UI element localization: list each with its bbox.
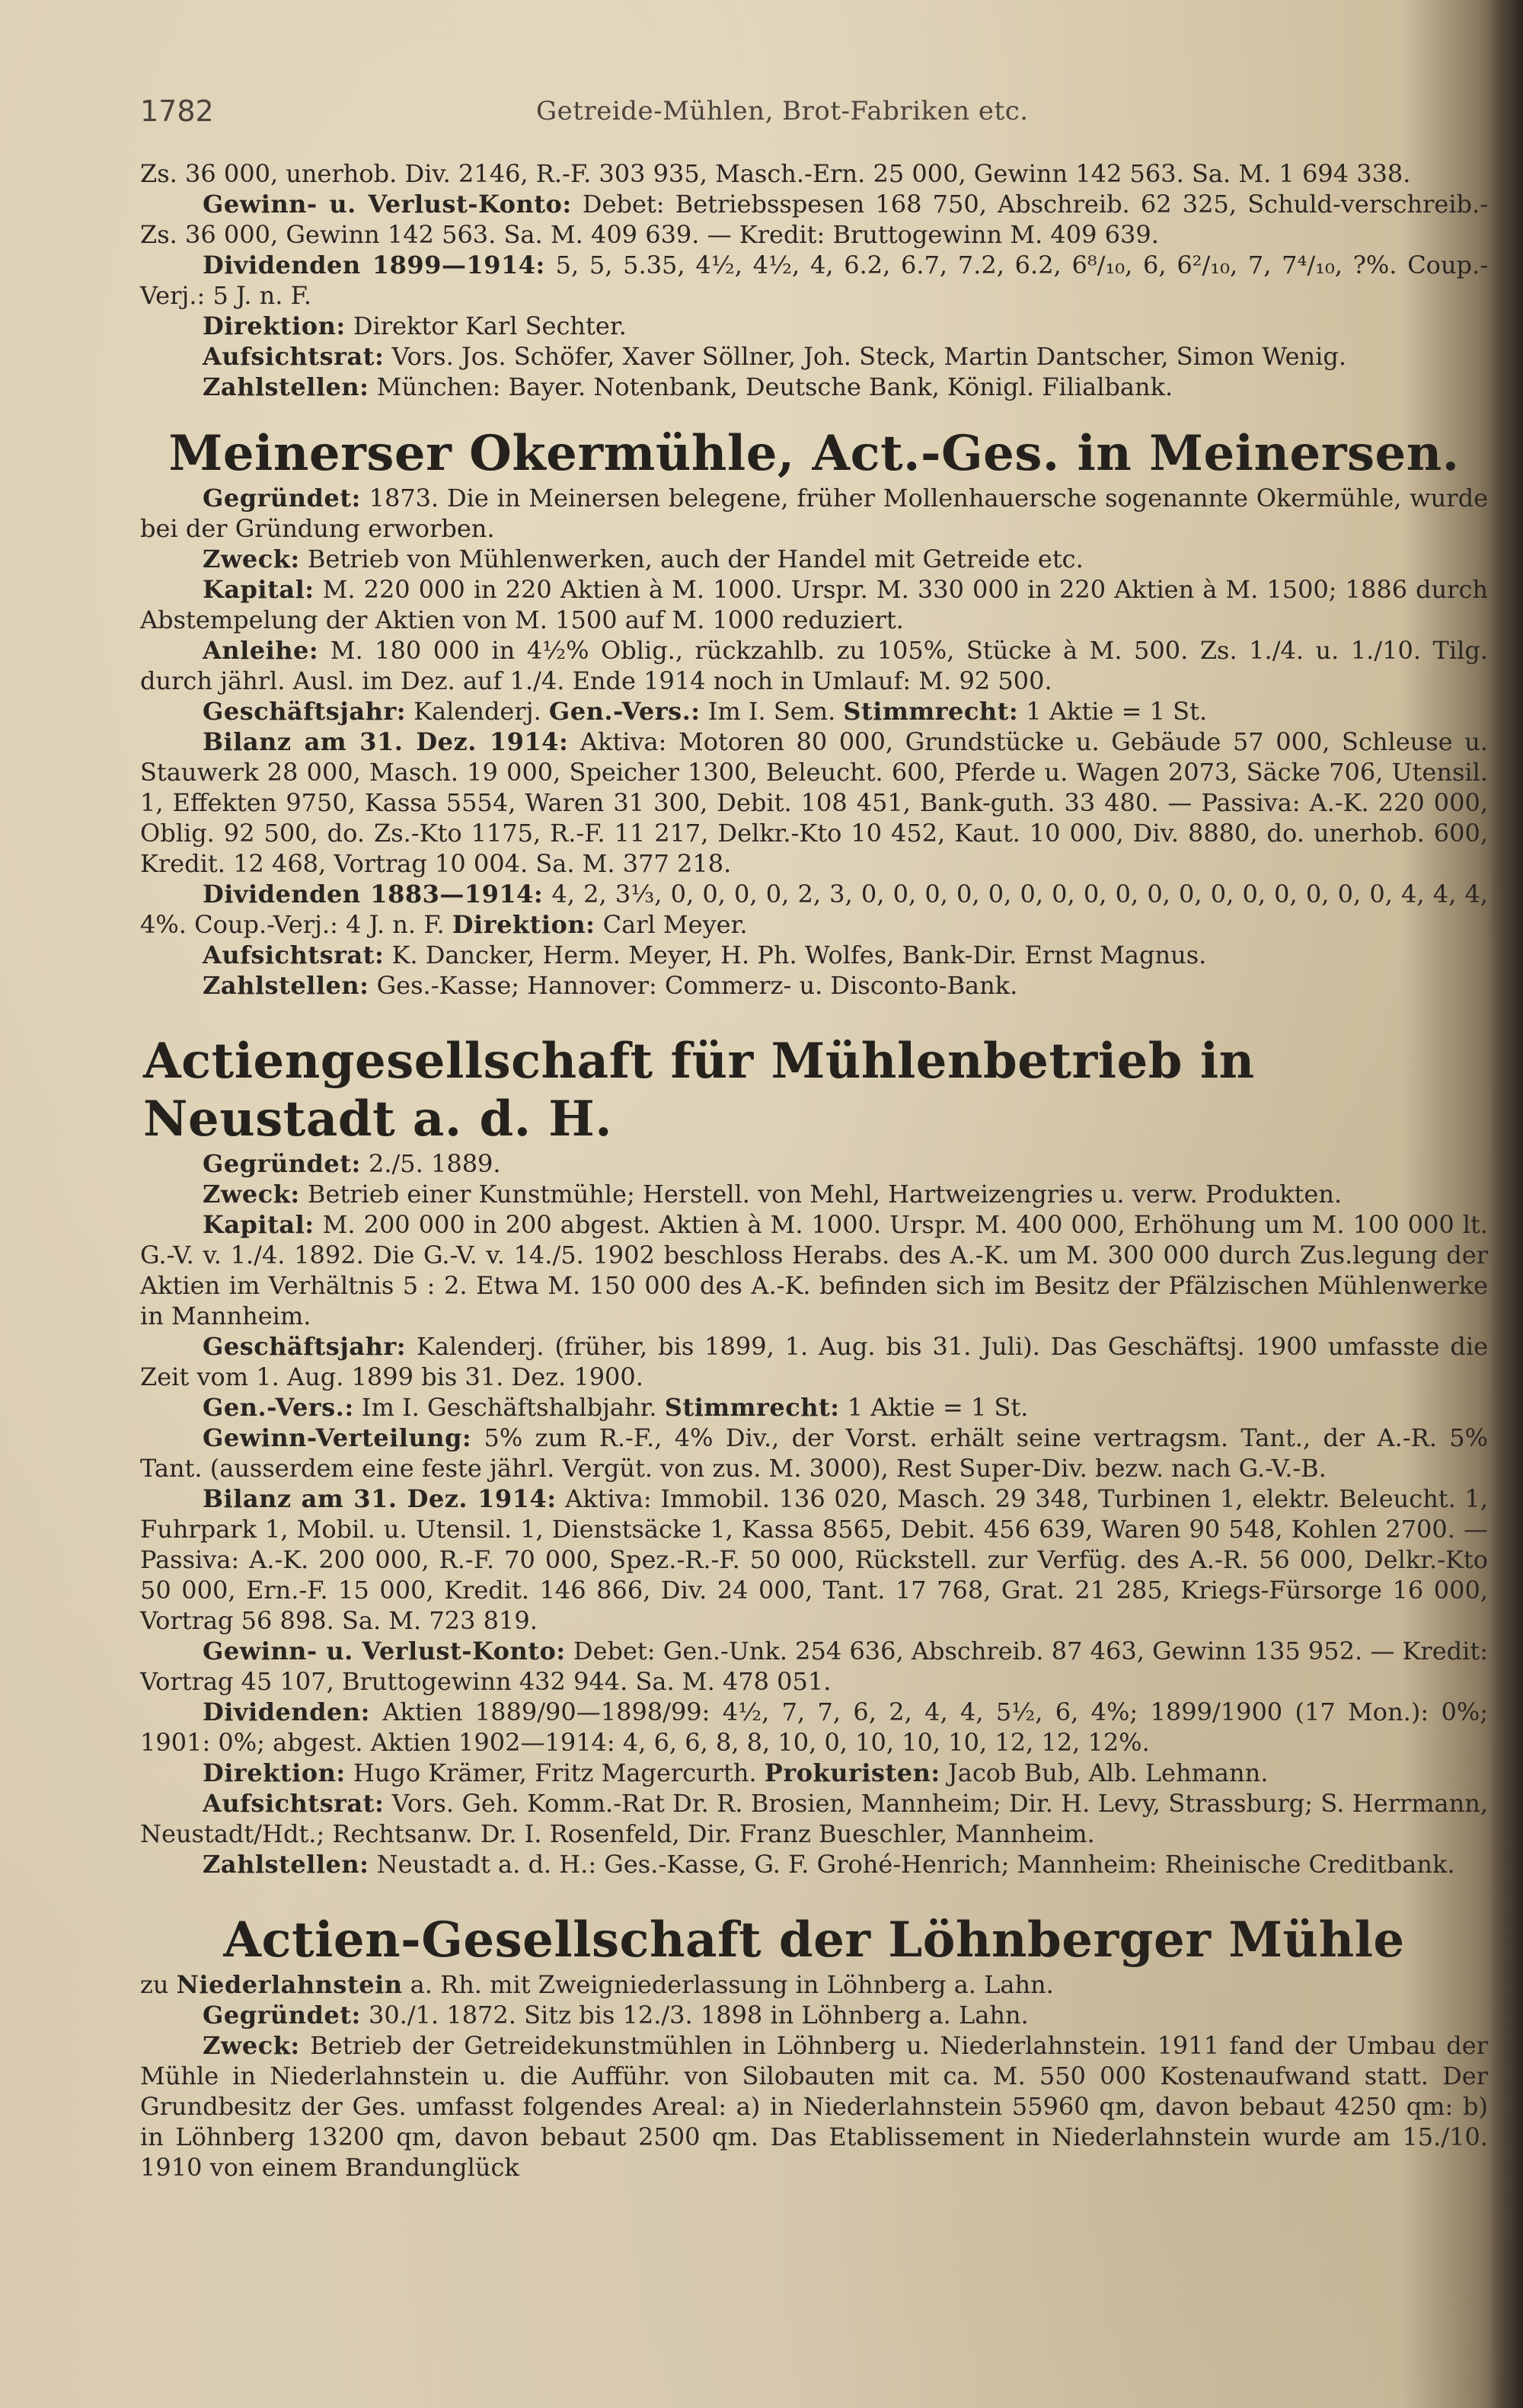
running-title: Getreide-Mühlen, Brot-Fabriken etc. [536,96,1029,126]
gegruendet-entry [140,483,1488,544]
subtitle-pre: zu [140,1970,169,1999]
subtitle-place: Niederlahnstein [176,1970,403,1999]
company-title-meinerser: Meinerser Okermühle, Act.-Ges. in Meinersen. [168,425,1460,482]
geschaeftsjahr-entry [140,1331,1488,1392]
dividends-text: 4, 2, 3⅓, 0, 0, 0, 0, 2, 3, 0, 0, 0, 0, 0, 0, 0, 0, 0, 0, 0, 0, 0, 0, 0, 0, 0, 4, 4, 4, 4%. Coup.-Verj.: 4 J. n. F. [140,880,1489,939]
aufsichtsrat-entry [140,940,1488,970]
gegruendet-label: Gegründet: [203,1149,361,1178]
direktion-label: Direktion: [203,1758,346,1787]
page-number: 1782 [140,94,214,128]
bilanz-text: Aktiva: Immobil. 136 020, Masch. 29 348, Turbinen 1, elektr. Beleucht. 1, Fuhrpark 1, Mobil. u. Utensil. 1, Dienstsäcke 1, Kassa 8565, Debit. 456 639, Waren 90 548, Kohlen 2700. — Passiva: A.-K. 200 000, R.-F. 70 000, Spez.-R.-F. 50 000, Rückstell. zur Verfüg. des A.-R. 56 000, Delkr.-Kto 50 000, Ern.-F. 15 000, Kredit. 146 866, Div. 24 000, Tant. 17 768, Grat. 21 285, Kriegs-Fürsorge 16 000, Vortrag 56 898. Sa. M. 723 819. [140,1484,1489,1635]
gv-konto-label: Gewinn- u. Verlust-Konto: [203,1637,566,1665]
zahlstellen-entry [140,372,1488,402]
gv-konto-entry [140,1636,1488,1697]
anleihe-label: Anleihe: [203,636,319,665]
dividends-entry [140,1697,1488,1758]
direktion-entry [140,311,1488,341]
geschaeftsjahr-text: Kalenderj. [413,697,541,726]
bilanz-label: Bilanz am 31. Dez. 1914: [203,727,569,756]
zweck-text: Betrieb der Getreidekunstmühlen in Löhnberg u. Niederlahnstein. 1911 fand der Umbau der Mühle in Niederlahnstein u. die Aufführ. von Silobauten mit ca. M. 550 000 Kostenaufwand statt. Der Grundbesitz der Ges. umfasst folgendes Areal: a) in Niederlahnstein 55960 qm, davon bebaut 4250 qm: b) in Löhnberg 13200 qm, davon bebaut 2500 qm. Das Etablissement in Niederlahnstein wurde am 15./10. 1910 von einem Brandunglück [140,2031,1489,2182]
section-meinerser [140,425,1488,1001]
direktion-label: Direktion: [203,311,346,340]
gegruendet-text: 30./1. 1872. Sitz bis 12./3. 1898 in Löhnberg a. Lahn. [368,2001,1029,2030]
gegruendet-label: Gegründet: [203,2001,361,2030]
zahlstellen-label: Zahlstellen: [203,1850,369,1879]
dividends-label: Dividenden: [203,1697,370,1726]
gegruendet-text: 2./5. 1889. [368,1149,501,1178]
dividends-text: 5, 5, 5.35, 4½, 4½, 4, 6.2, 6.7, 7.2, 6.2, 6⁸/₁₀, 6, 6²/₁₀, 7, 7⁴/₁₀, ?%. Coup.-Verj.: 5 J. n. F. [140,251,1489,310]
aufsichtsrat-text: Vors. Jos. Schöfer, Xaver Söllner, Joh. Steck, Martin Dantscher, Simon Wenig. [391,342,1347,371]
bilanz-text: Aktiva: Motoren 80 000, Grundstücke u. Gebäude 57 000, Schleuse u. Stauwerk 28 000, Masch. 19 000, Speicher 1300, Beleucht. 600, Pferde u. Wagen 2073, Säcke 706, Utensil. 1, Effekten 9750, Kassa 5554, Waren 31 300, Debit. 108 451, Bank-guth. 33 480. — Passiva: A.-K. 220 000, Oblig. 92 500, do. Zs.-Kto 1175, R.-F. 11 217, Delkr.-Kto 10 452, Kaut. 10 000, Div. 8880, do. unerhob. 600, Kredit. 12 468, Vortrag 10 004. Sa. M. 377 218. [140,727,1489,878]
gen-vers-label: Gen.-Vers.: [203,1393,354,1422]
zahlstellen-entry [140,1849,1488,1879]
gewinn-verteilung-text: 5% zum R.-F., 4% Div., der Vorst. erhält seine vertragsm. Tant., der A.-R. 5% Tant. (ausserdem eine feste jährl. Vergüt. von zus. M. 3000), Rest Super-Div. bezw. nach G.-V.-B. [140,1423,1489,1483]
zweck-label: Zweck: [203,545,300,573]
zweck-label: Zweck: [203,2031,300,2060]
section-loehnberg [140,1911,1488,2183]
kapital-text: M. 200 000 in 200 abgest. Aktien à M. 1000. Urspr. M. 400 000, Erhöhung um M. 100 000 lt. G.-V. v. 1./4. 1892. Die G.-V. v. 14./5. 1902 beschloss Herabs. des A.-K. um M. 300 000 durch Zus.legung der Aktien im Verhältnis 5 : 2. Etwa M. 150 000 des A.-K. befinden sich im Besitz der Pfälzischen Mühlenwerke in Mannheim. [140,1210,1489,1330]
aufsichtsrat-entry [140,341,1488,372]
gen-vers-text: Im I. Geschäftshalbjahr. [361,1393,657,1422]
geschaeftsjahr-label: Geschäftsjahr: [203,697,406,726]
gv-konto-text: Debet: Betriebsspesen 168 750, Abschreib. 62 325, Schuld-verschreib.-Zs. 36 000, Gewinn 142 563. Sa. M. 409 639. — Kredit: Bruttogewinn M. 409 639. [140,190,1489,249]
zahlstellen-label: Zahlstellen: [203,372,369,401]
subtitle-post: a. Rh. mit Zweigniederlassung in Löhnberg a. Lahn. [410,1970,1054,1999]
gen-vers-text: Im I. Sem. [707,697,836,726]
prokuristen-label: Prokuristen: [764,1758,940,1787]
stimmrecht-text: 1 Aktie = 1 St. [1026,697,1208,726]
section-neustadt [140,1033,1488,1879]
zweck-label: Zweck: [203,1180,300,1209]
gewinn-verteilung-entry [140,1423,1488,1483]
page-content [140,90,1488,2183]
kapital-entry [140,574,1488,635]
zahlstellen-entry [140,970,1488,1001]
direktion-label: Direktion: [452,910,595,939]
zahlstellen-label: Zahlstellen: [203,971,369,1000]
company-title-loehnberg: Actien-Gesellschaft der Löhnberger Mühle [223,1911,1405,1969]
gegruendet-text: 1873. Die in Meinersen belegene, früher Mollenhauersche sogenannte Okermühle, wurde bei der Gründung erworben. [140,484,1489,543]
gv-konto-label: Gewinn- u. Verlust-Konto: [203,190,572,219]
dividends-text: Aktien 1889/90—1898/99: 4½, 7, 7, 6, 2, 4, 4, 5½, 6, 4%; 1899/1900 (17 Mon.): 0%; 1901: 0%; abgest. Aktien 1902—1914: 4, 6, 6, 8, 8, 10, 0, 10, 10, 10, 12, 12, 12%. [140,1697,1489,1757]
section-previous-company [140,158,1488,402]
kapital-entry [140,1209,1488,1331]
book-gutter-shadow [1489,0,1523,2408]
bilanz-entry [140,727,1488,879]
gv-konto-text: Debet: Gen.-Unk. 254 636, Abschreib. 87 463, Gewinn 135 952. — Kredit: Vortrag 45 107, Bruttogewinn 432 944. Sa. M. 478 051. [140,1637,1489,1696]
aufsichtsrat-text: K. Dancker, Herm. Meyer, H. Ph. Wolfes, Bank-Dir. Ernst Magnus. [391,941,1207,969]
dividends-entry [140,250,1488,311]
aufsichtsrat-text: Vors. Geh. Komm.-Rat Dr. R. Brosien, Mannheim; Dir. H. Levy, Strassburg; S. Herrmann, Neustadt/Hdt.; Rechtsanw. Dr. I. Rosenfeld, Dir. Franz Bueschler, Mannheim. [140,1789,1489,1848]
geschaeftsjahr-label: Geschäftsjahr: [203,1332,406,1361]
company-title-neustadt: Actiengesellschaft für Mühlenbetrieb in Neustadt a. d. H. [143,1033,1255,1148]
aufsichtsrat-label: Aufsichtsrat: [203,1789,385,1818]
aufsichtsrat-label: Aufsichtsrat: [203,941,385,969]
geschaeftsjahr-text: Kalenderj. (früher, bis 1899, 1. Aug. bis 31. Juli). Das Geschäftsj. 1900 umfasste die Zeit vom 1. Aug. 1899 bis 31. Dez. 1900. [140,1332,1489,1391]
gegruendet-entry [140,1148,1488,1179]
zahlstellen-text: Neustadt a. d. H.: Ges.-Kasse, G. F. Grohé-Henrich; Mannheim: Rheinische Creditbank. [376,1850,1455,1879]
kapital-label: Kapital: [203,575,314,604]
anleihe-text: M. 180 000 in 4½% Oblig., rückzahlb. zu 105%, Stücke à M. 500. Zs. 1./4. u. 1./10. Tilg. durch jährl. Ausl. im Dez. auf 1./4. Ende 1914 noch in Umlauf: M. 92 500. [140,636,1489,695]
stimmrecht-label: Stimmrecht: [843,697,1019,726]
kapital-text: M. 220 000 in 220 Aktien à M. 1000. Urspr. M. 330 000 in 220 Aktien à M. 1500; 1886 durch Abstempelung der Aktien von M. 1500 auf M. 1000 reduziert. [140,575,1489,634]
dividends-entry [140,879,1488,940]
zweck-text: Betrieb einer Kunstmühle; Herstell. von Mehl, Hartweizengries u. verw. Produkten. [307,1180,1343,1209]
stimmrecht-text: 1 Aktie = 1 St. [847,1393,1029,1422]
geschaeftsjahr-entry [140,696,1488,727]
aufsichtsrat-label: Aufsichtsrat: [203,342,385,371]
zweck-text: Betrieb von Mühlenwerken, auch der Handel mit Getreide etc. [307,545,1084,573]
gegruendet-label: Gegründet: [203,484,361,513]
stimmrecht-label: Stimmrecht: [664,1393,840,1422]
zweck-entry [140,544,1488,574]
anleihe-entry [140,635,1488,696]
zahlstellen-text: Ges.-Kasse; Hannover: Commerz- u. Disconto-Bank. [376,971,1018,1000]
prokuristen-text: Jacob Bub, Alb. Lehmann. [947,1758,1269,1787]
continuation-text: Zs. 36 000, unerhob. Div. 2146, R.-F. 303 935, Masch.-Ern. 25 000, Gewinn 142 563. Sa. M. 1 694 338. [140,159,1411,188]
direktion-text: Carl Meyer. [602,910,748,939]
direktion-text: Hugo Krämer, Fritz Magercurth. [353,1758,757,1787]
dividends-label: Dividenden 1883—1914: [203,880,544,909]
direktion-text: Direktor Karl Sechter. [353,311,627,340]
bilanz-entry [140,1483,1488,1636]
kapital-label: Kapital: [203,1210,314,1239]
zweck-entry [140,2030,1488,2183]
bilanz-label: Bilanz am 31. Dez. 1914: [203,1484,557,1513]
aufsichtsrat-entry [140,1788,1488,1849]
gewinn-verteilung-label: Gewinn-Verteilung: [203,1423,472,1452]
zahlstellen-text: München: Bayer. Notenbank, Deutsche Bank, Königl. Filialbank. [376,372,1173,401]
gen-vers-label: Gen.-Vers.: [548,697,701,726]
running-header [140,90,1488,136]
gv-konto-entry [140,189,1488,250]
dividends-label: Dividenden 1899—1914: [203,251,545,279]
company-subtitle [140,1969,1488,2000]
gegruendet-entry [140,2000,1488,2030]
zweck-entry [140,1179,1488,1209]
direktion-entry [140,1758,1488,1788]
gen-vers-entry [140,1392,1488,1423]
